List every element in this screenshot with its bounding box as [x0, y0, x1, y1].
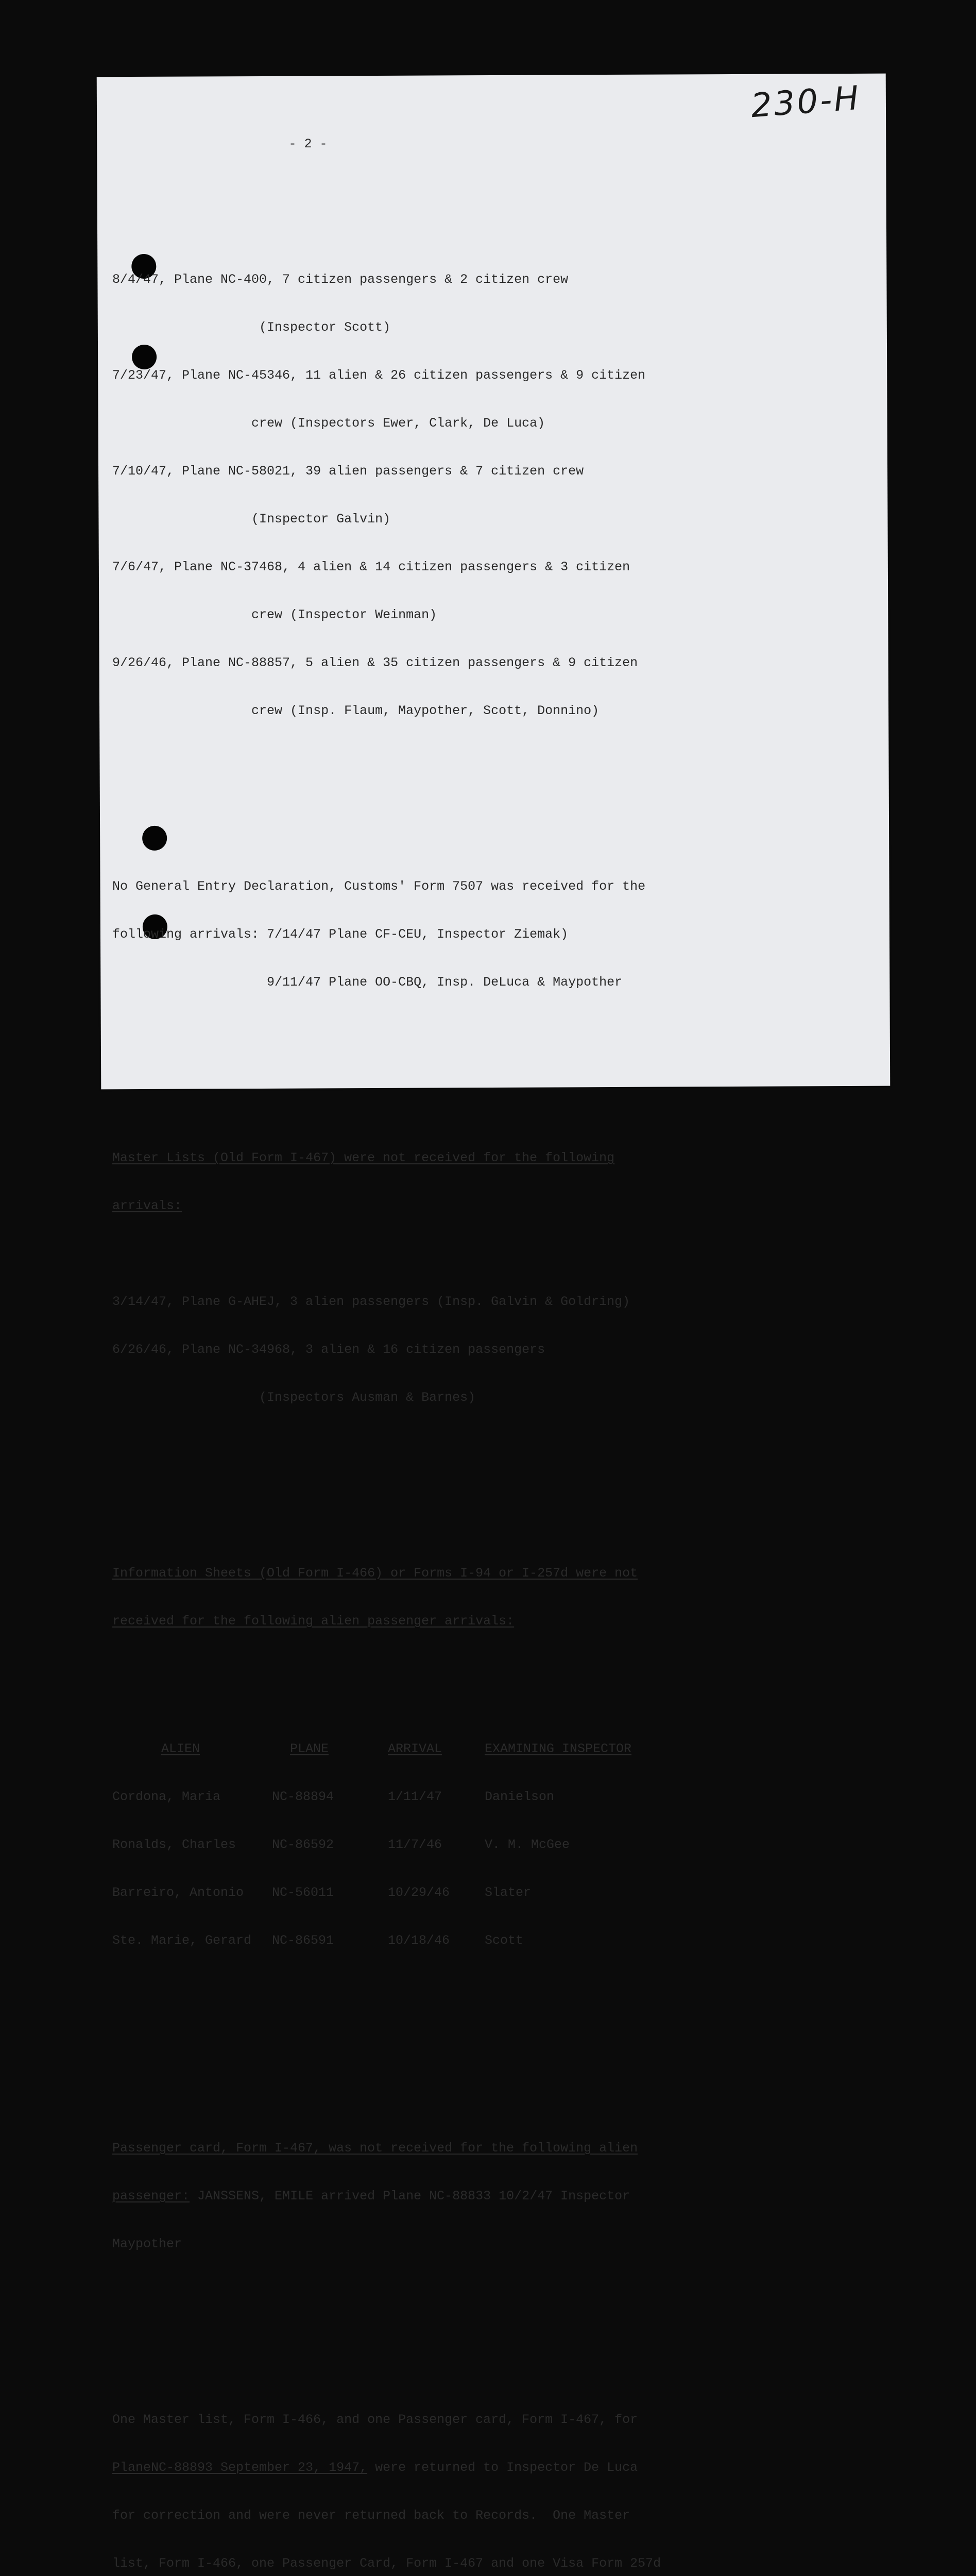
master-list-paragraph [112, 2380, 730, 2576]
table-header-cell: EXAMINING INSPECTOR [485, 1741, 632, 1756]
table-cell: NC-88894 [272, 1789, 334, 1804]
table-cell: 1/11/47 [388, 1789, 442, 1804]
table-cell: NC-86592 [272, 1837, 334, 1852]
table-cell: 11/7/46 [388, 1837, 442, 1852]
page-number: - 2 - [288, 137, 328, 151]
arrival-line: crew (Insp. Flaum, Maypother, Scott, Donnino) [112, 703, 600, 718]
table-cell: Ste. Marie, Gerard [112, 1933, 252, 1948]
section-heading: arrivals: [112, 1198, 182, 1213]
arrival-line: 7/10/47, Plane NC-58021, 39 alien passengers & 7 citizen crew [112, 464, 584, 479]
paragraph-line: 9/11/47 Plane OO-CBQ, Insp. DeLuca & Maypother [112, 975, 623, 990]
table-cell: NC-56011 [272, 1885, 334, 1900]
underlined-text: PlaneNC-88893 September 23, 1947, [112, 2460, 368, 2475]
table-cell: V. M. McGee [485, 1837, 570, 1852]
document-text [112, 105, 730, 2576]
table-row [112, 1933, 730, 1948]
paragraph-text: JANSSENS, EMILE arrived Plane NC-88833 10/2/47 Inspector [190, 2189, 630, 2204]
table-cell: 10/18/46 [388, 1933, 450, 1948]
table-header [112, 1741, 730, 1757]
info-sheets-section [112, 1533, 730, 2012]
section-heading: passenger: [112, 2189, 190, 2204]
arrivals-list [112, 240, 730, 751]
list-item: (Inspectors Ausman & Barnes) [112, 1390, 476, 1405]
table-cell: NC-86591 [272, 1933, 334, 1948]
customs-paragraph [112, 846, 730, 1022]
table-row [112, 1789, 730, 1805]
table-header-cell: ALIEN [161, 1741, 200, 1756]
section-heading: received for the following alien passenger arrivals: [112, 1614, 515, 1629]
table-row [112, 1885, 730, 1901]
paragraph-line: No General Entry Declaration, Customs' Form 7507 was received for the [112, 879, 646, 894]
paragraph-line: One Master list, Form I-466, and one Passenger card, Form I-467, for [112, 2412, 638, 2427]
paragraph-line: Maypother [112, 2236, 182, 2251]
table-cell: Ronalds, Charles [112, 1837, 236, 1852]
arrival-line: (Inspector Scott) [112, 320, 391, 335]
arrival-line: 7/23/47, Plane NC-45346, 11 alien & 26 citizen passengers & 9 citizen [112, 368, 646, 383]
list-item: 6/26/46, Plane NC-34968, 3 alien & 16 citizen passengers [112, 1342, 545, 1357]
paragraph-text: were returned to Inspector De Luca [367, 2460, 638, 2475]
paragraph-line: for correction and were never returned back to Records. One Master [112, 2508, 630, 2523]
table-header-cell: PLANE [290, 1741, 329, 1756]
section-heading: Information Sheets (Old Form I-466) or Forms I-94 or I-257d were not [112, 1566, 638, 1581]
arrival-line: 8/4/47, Plane NC-400, 7 citizen passengers & 2 citizen crew [112, 272, 569, 287]
table-cell: Barreiro, Antonio [112, 1885, 244, 1900]
table-cell: Cordona, Maria [112, 1789, 221, 1804]
passenger-card-section [112, 2108, 730, 2284]
paragraph-line: following arrivals: 7/14/47 Plane CF-CEU, Inspector Ziemak) [112, 927, 569, 942]
arrival-line: crew (Inspector Weinman) [112, 607, 437, 622]
arrival-line: (Inspector Galvin) [112, 512, 391, 527]
table-cell: Scott [485, 1933, 524, 1948]
paragraph-line: list, Form I-466, one Passenger Card, Form I-467 and one Visa Form 257d [112, 2556, 661, 2571]
table-header-cell: ARRIVAL [388, 1741, 442, 1756]
list-item: 3/14/47, Plane G-AHEJ, 3 alien passengers (Insp. Galvin & Goldring) [112, 1294, 630, 1309]
section-heading: Passenger card, Form I-467, was not received for the following alien [112, 2141, 638, 2156]
table-row [112, 1837, 730, 1853]
handwritten-number: 230-H [749, 79, 862, 126]
table-cell: Slater [485, 1885, 532, 1900]
master-lists-section [112, 1118, 730, 1437]
alien-table [112, 1709, 730, 1980]
arrival-line: 7/6/47, Plane NC-37468, 4 alien & 14 citizen passengers & 3 citizen [112, 560, 630, 574]
arrival-line: crew (Inspectors Ewer, Clark, De Luca) [112, 416, 545, 431]
table-cell: 10/29/46 [388, 1885, 450, 1900]
table-cell: Danielson [485, 1789, 555, 1804]
section-heading: Master Lists (Old Form I-467) were not received for the following [112, 1150, 615, 1165]
arrival-line: 9/26/46, Plane NC-88857, 5 alien & 35 citizen passengers & 9 citizen [112, 655, 638, 670]
